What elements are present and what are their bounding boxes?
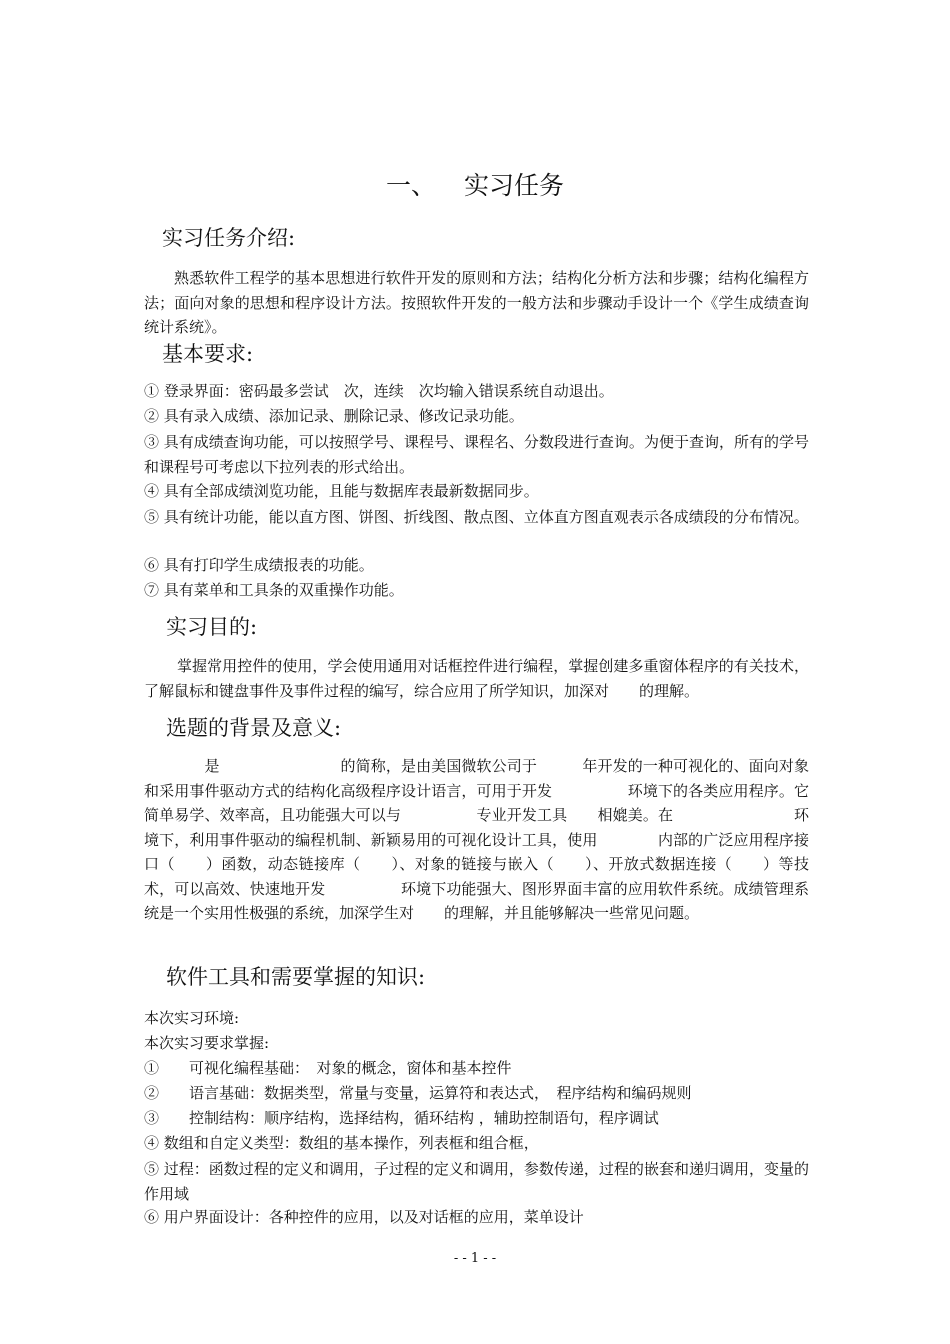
intro-paragraph: 熟悉软件工程学的基本思想进行软件开发的原则和方法；结构化分析方法和步骤；结构化编程方法；面向对象的思想和程序设计方法。按照软件开发的一般方法和步骤动手设计一个《学生成绩查询统计系统》。 [144, 269, 809, 336]
requirement-item: ⑤ 具有统计功能，能以直方图、饼图、折线图、散点图、立体直方图直观表示各成绩段的分布情况。 [144, 508, 809, 526]
requirements-heading: 基本要求: [162, 342, 254, 366]
requirement-item: ⑦ 具有菜单和工具条的双重操作功能。 [144, 581, 404, 599]
requirement-item: ① 登录界面：密码最多尝试 次，连续 次均输入错误系统自动退出。 [144, 382, 614, 400]
requirement-item: ⑥ 具有打印学生成绩报表的功能。 [144, 556, 374, 574]
page-title [0, 166, 950, 202]
requirements-line: 本次实习要求掌握: [144, 1034, 270, 1052]
knowledge-item: ③ 控制结构：顺序结构，选择结构，循环结构 ，辅助控制语句，程序调试 [144, 1109, 659, 1127]
environment-line: 本次实习环境: [144, 1009, 240, 1027]
knowledge-heading: 软件工具和需要掌握的知识: [166, 965, 426, 989]
requirement-item: ② 具有录入成绩、添加记录、删除记录、修改记录功能。 [144, 407, 524, 425]
knowledge-item: ④ 数组和自定义类型：数组的基本操作，列表框和组合框， [144, 1134, 539, 1152]
purpose-heading: 实习目的: [166, 615, 258, 639]
requirement-item: ④ 具有全部成绩浏览功能，且能与数据库表最新数据同步。 [144, 482, 539, 500]
intro-heading: 实习任务介绍: [162, 226, 296, 250]
title-number: 一、 [385, 171, 436, 200]
knowledge-item: ② 语言基础：数据类型，常量与变量，运算符和表达式， 程序结构和编码规则 [144, 1084, 692, 1102]
title-text: 实习任务 [464, 171, 565, 200]
background-paragraph: 是 的简称，是由美国微软公司于 年开发的一种可视化的、面向对象和采用事件驱动方式的结构化高级程序设计语言，可用于开发 环境下的各类应用程序。它简单易学、效率高，且功能强大可以与 专业开发工具 相媲美。在 环境下，利用事件驱动的编程机制、新颖易用的可视化设计工具，使用 内部的广泛应用程序接口（ ）函数，动态链接库（ ）、对象的链接与嵌入（ ）、开放式数据连接（ ）等技术，可以高效、快速地开发 环境下功能强大、图形界面丰富的应用软件系统。成绩管理系统是一个实用性极强的系统，加深学生对 的理解，并且能够解决一些常见问题。 [144, 757, 809, 922]
requirement-item: ③ 具有成绩查询功能，可以按照学号、课程号、课程名、分数段进行查询。为便于查询，所有的学号和课程号可考虑以下拉列表的形式给出。 [144, 433, 809, 476]
knowledge-item: ⑥ 用户界面设计：各种控件的应用，以及对话框的应用，菜单设计 [144, 1208, 584, 1226]
page-number: - - 1 - - [453, 1251, 497, 1266]
knowledge-item: ⑤ 过程：函数过程的定义和调用，子过程的定义和调用，参数传递，过程的嵌套和递归调用，变量的作用域 [144, 1160, 809, 1203]
background-heading: 选题的背景及意义: [166, 716, 342, 740]
purpose-paragraph: 掌握常用控件的使用，学会使用通用对话框控件进行编程，掌握创建多重窗体程序的有关技术，了解鼠标和键盘事件及事件过程的编写，综合应用了所学知识，加深对 的理解。 [144, 657, 809, 700]
knowledge-item: ① 可视化编程基础： 对象的概念，窗体和基本控件 [144, 1059, 512, 1077]
